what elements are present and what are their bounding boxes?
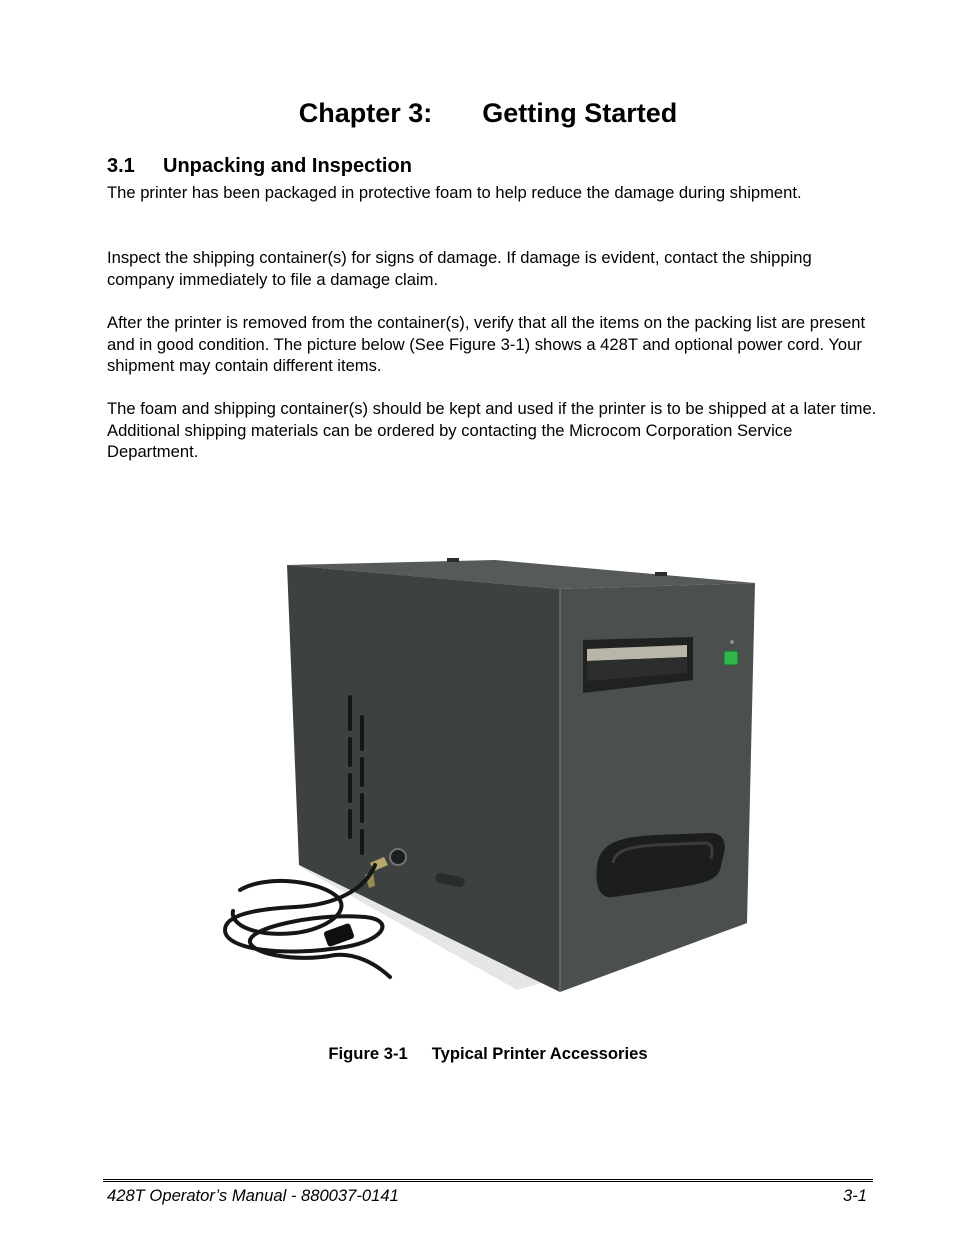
- footer-page-number: 3-1: [843, 1186, 867, 1205]
- chapter-name: Getting Started: [482, 98, 678, 128]
- footer-rule: [103, 1179, 873, 1182]
- power-plug: [323, 923, 355, 948]
- figure-caption-text: Typical Printer Accessories: [431, 1044, 648, 1063]
- printer-photo: [215, 545, 760, 1000]
- section-title: Unpacking and Inspection: [163, 155, 412, 177]
- chapter-title: [0, 96, 954, 130]
- figure-label: Figure 3-1: [328, 1044, 408, 1063]
- key-lock: [390, 849, 406, 865]
- figure-caption: [0, 1043, 954, 1065]
- paragraph-verify: After the printer is removed from the container(s), verify that all the items on the packing list are present and in good condition. The picture below (See Figure 3-1) shows a 428T and optional power cord. Your shipment may contain different items.: [107, 313, 866, 376]
- paragraph-packaging: The printer has been packaged in protective foam to help reduce the damage during shipment.: [107, 183, 802, 202]
- footer-manual-title: 428T Operator’s Manual - 880037-0141: [107, 1186, 399, 1205]
- section-number: 3.1: [107, 155, 135, 177]
- paragraph-foam: The foam and shipping container(s) should be kept and used if the printer is to be shipped at a later time. Additional shipping materials can be ordered by contacting the Microcom Corporation Service Department.: [107, 399, 877, 462]
- section-heading: [107, 153, 412, 179]
- status-led: [724, 651, 738, 665]
- chapter-label: Chapter 3:: [298, 98, 433, 128]
- paragraph-inspect: Inspect the shipping container(s) for signs of damage. If damage is evident, contact the shipping company immediately to file a damage claim.: [107, 248, 812, 289]
- power-cord: [225, 865, 390, 977]
